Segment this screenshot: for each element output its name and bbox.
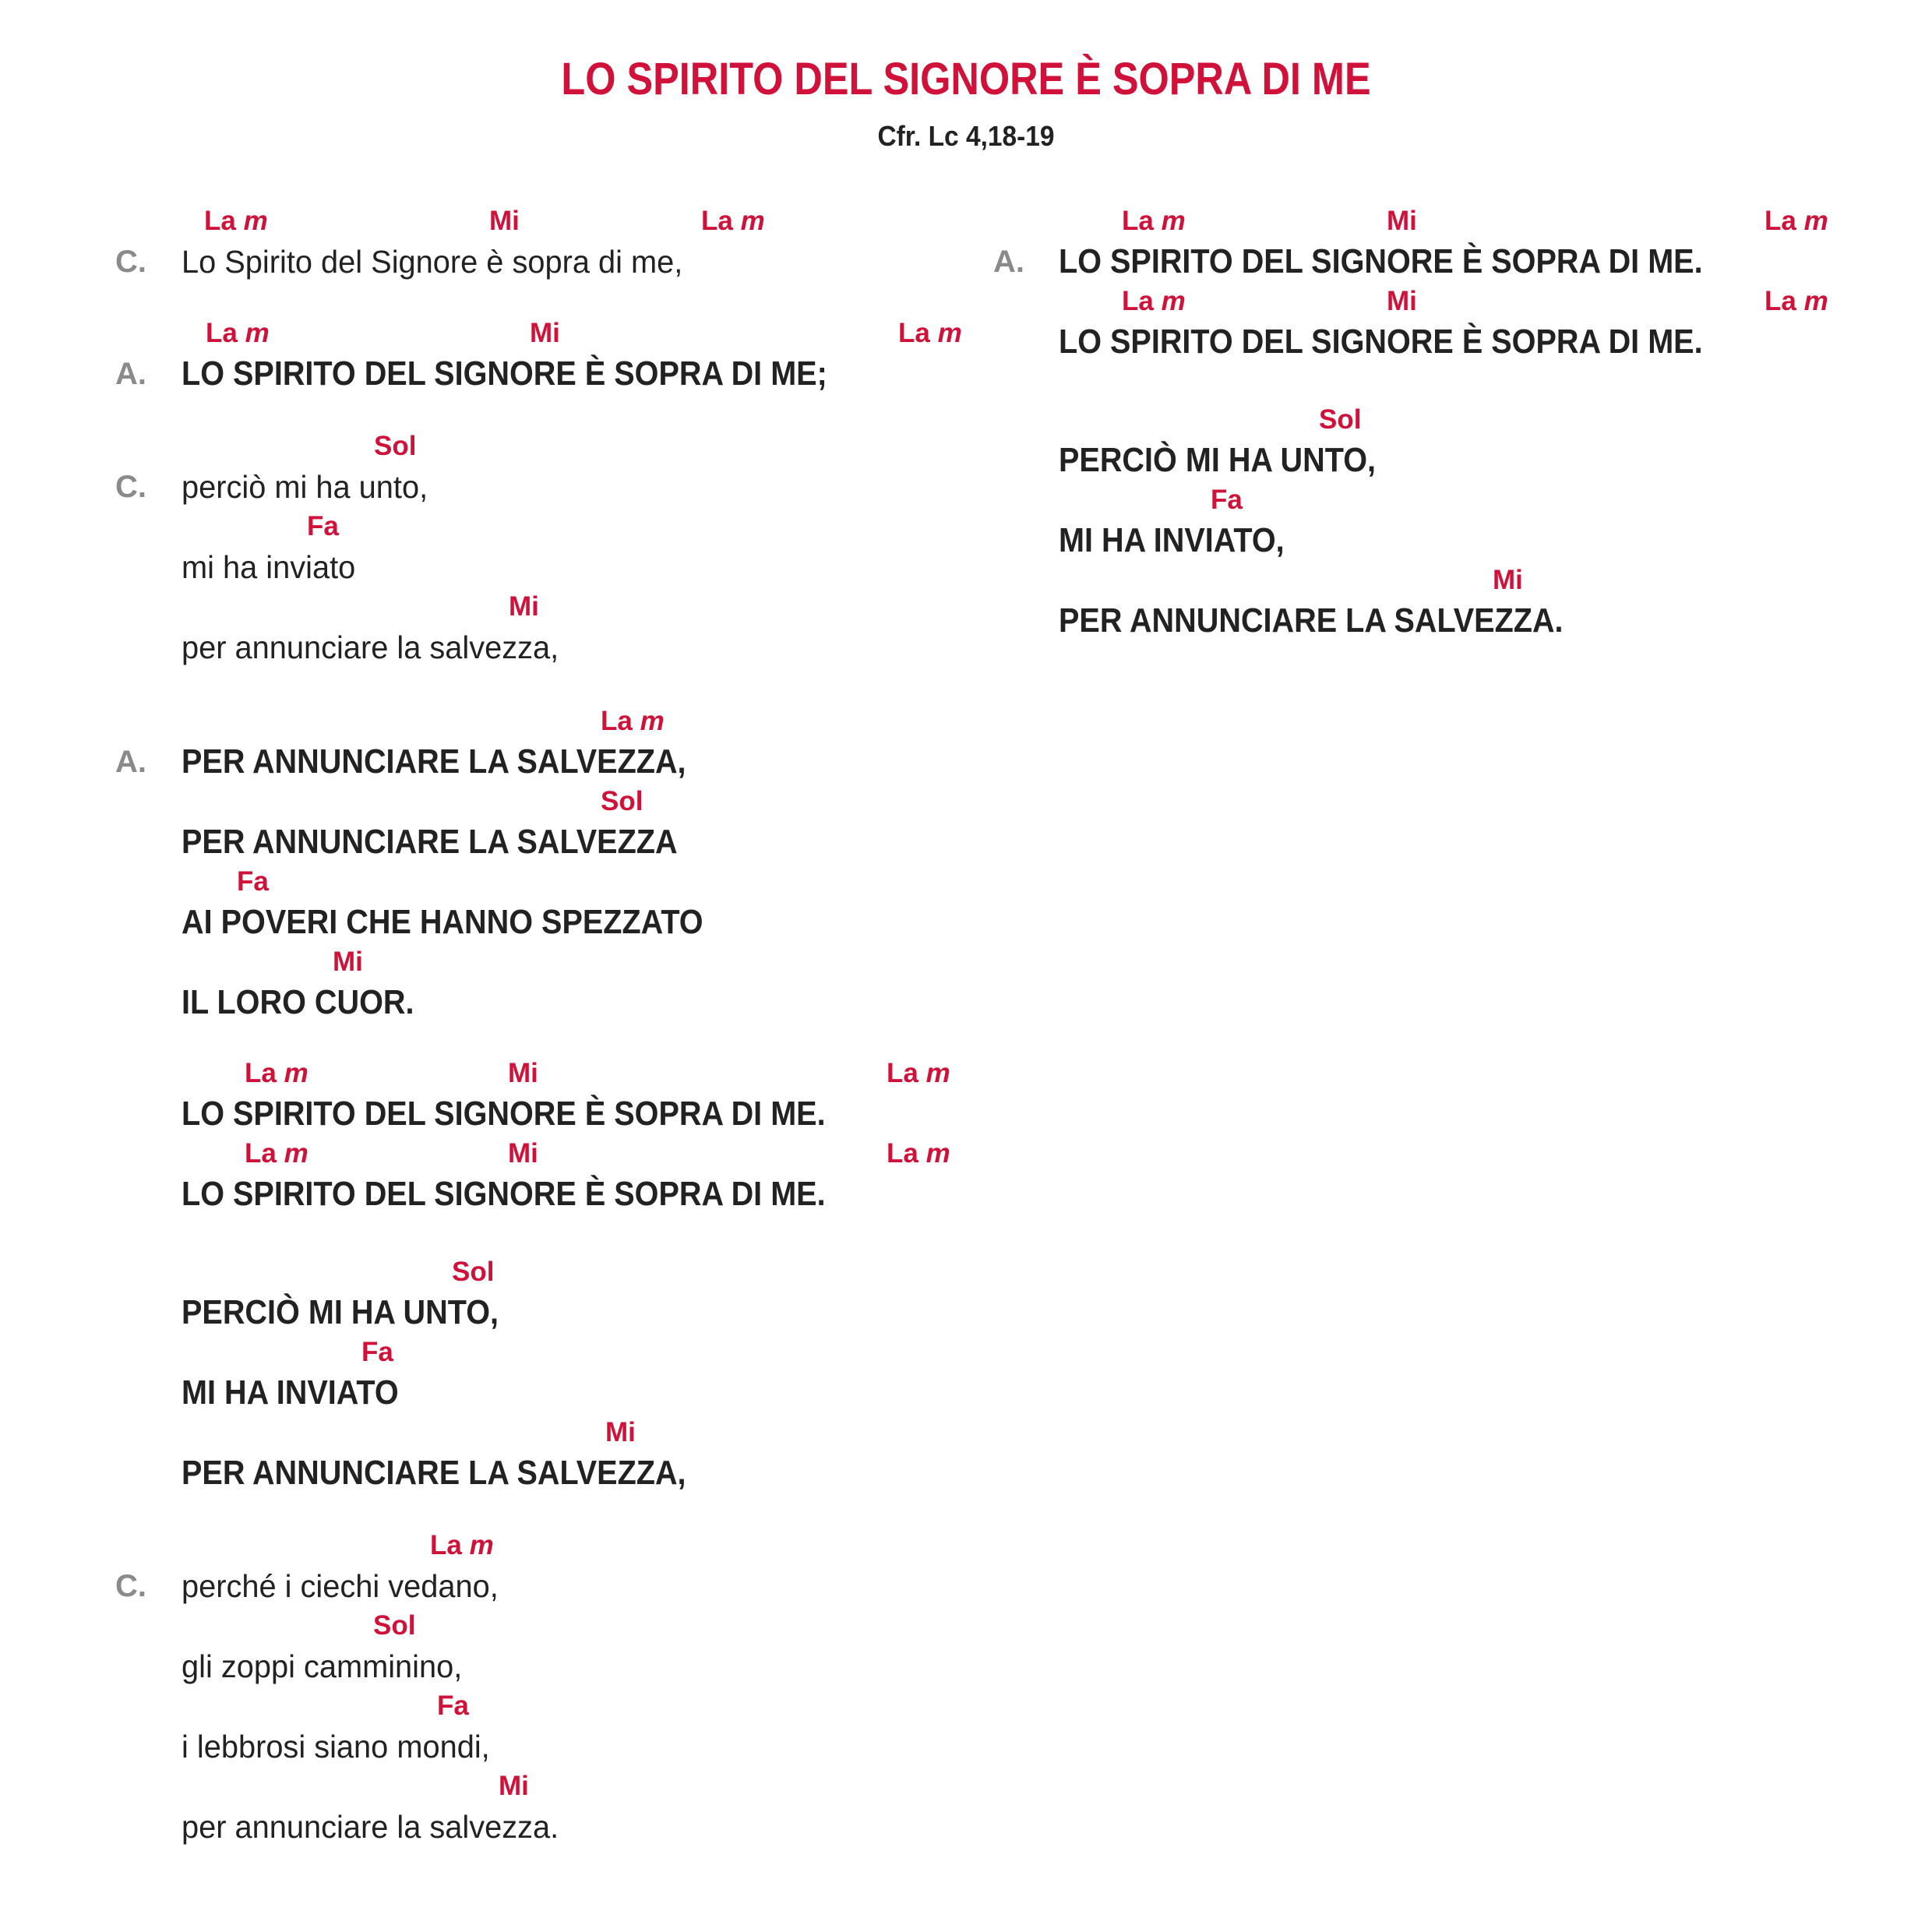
- chord-la-minor: La m: [1122, 206, 1186, 236]
- lyric-line: perciò mi ha unto,: [182, 469, 428, 505]
- assembly-label: A.: [993, 245, 1024, 279]
- chord-row: [0, 483, 1932, 520]
- chord-la-minor: La m: [898, 318, 962, 348]
- chord-sol: Sol: [1319, 404, 1362, 435]
- chord-mi: Mi: [530, 318, 560, 348]
- chord-mi: Mi: [489, 206, 520, 236]
- song-line: [0, 483, 1932, 569]
- chord-la-minor: La m: [430, 1530, 494, 1560]
- chord-sol: Sol: [374, 431, 417, 461]
- lyric-line: mi ha inviato: [182, 549, 356, 585]
- lyric-line: per annunciare la salvezza,: [182, 629, 559, 665]
- song-title: LO SPIRITO DEL SIGNORE È SOPRA DI ME: [561, 54, 1371, 104]
- chord-sol: Sol: [373, 1610, 416, 1641]
- lyric-line: gli zoppi camminino,: [182, 1648, 463, 1684]
- chord-mi: Mi: [1493, 565, 1523, 595]
- lyric-line: LO SPIRITO DEL SIGNORE È SOPRA DI ME;: [182, 354, 827, 393]
- chord-la-minor: La m: [601, 706, 665, 736]
- lyric-line: PER ANNUNCIARE LA SALVEZZA: [182, 823, 678, 861]
- lyric-line: LO SPIRITO DEL SIGNORE È SOPRA DI ME.: [1059, 323, 1703, 361]
- chord-row: [0, 284, 1932, 322]
- lyric-line: perché i ciechi vedano,: [182, 1568, 499, 1604]
- chord-fa: Fa: [237, 866, 269, 897]
- lyric-line: LO SPIRITO DEL SIGNORE È SOPRA DI ME.: [182, 1095, 826, 1133]
- chord-mi: Mi: [499, 1771, 529, 1801]
- chord-fa: Fa: [437, 1690, 469, 1721]
- lyric-line: IL LORO CUOR.: [182, 983, 414, 1021]
- chord-la-minor: La m: [1765, 206, 1828, 236]
- song-line: [0, 403, 1932, 488]
- assembly-label: A.: [115, 745, 146, 779]
- scripture-reference: Cfr. Lc 4,18-19: [877, 120, 1055, 152]
- chord-mi: Mi: [508, 1058, 538, 1088]
- lyric-line: LO SPIRITO DEL SIGNORE È SOPRA DI ME.: [182, 1175, 826, 1213]
- chord-row: [0, 563, 1932, 601]
- chord-la-minor: La m: [701, 206, 765, 236]
- chord-mi: Mi: [333, 947, 363, 977]
- lyric-line: per annunciare la salvezza.: [182, 1809, 559, 1845]
- assembly-label: A.: [115, 357, 146, 391]
- chord-la-minor: La m: [1122, 286, 1186, 316]
- song-line: [0, 204, 1932, 290]
- chord-la-minor: La m: [245, 1138, 308, 1169]
- lyric-line: PERCIÒ MI HA UNTO,: [1059, 441, 1377, 479]
- lyric-line: MI HA INVIATO,: [1059, 521, 1285, 559]
- chord-sol: Sol: [452, 1257, 495, 1287]
- chord-mi: Mi: [1387, 206, 1417, 236]
- song-line: [0, 284, 1932, 370]
- lyric-line: PER ANNUNCIARE LA SALVEZZA,: [182, 1454, 686, 1492]
- lyric-line: PERCIÒ MI HA UNTO,: [182, 1293, 499, 1331]
- chord-la-minor: La m: [887, 1138, 950, 1169]
- chord-row: [0, 403, 1932, 440]
- chord-la-minor: La m: [245, 1058, 308, 1088]
- chord-fa: Fa: [307, 511, 339, 541]
- chord-la-minor: La m: [887, 1058, 950, 1088]
- chord-fa: Fa: [1211, 485, 1243, 515]
- lyric-line: PER ANNUNCIARE LA SALVEZZA,: [182, 742, 686, 781]
- lyric-line: MI HA INVIATO: [182, 1373, 399, 1412]
- chord-row: [0, 204, 1932, 242]
- song-line: [0, 563, 1932, 649]
- lyric-line: i lebbrosi siano mondi,: [182, 1729, 490, 1765]
- cantor-label: C.: [115, 1569, 146, 1603]
- cantor-label: C.: [115, 470, 146, 504]
- chord-mi: Mi: [508, 1138, 538, 1169]
- chord-la-minor: La m: [204, 206, 268, 236]
- chord-sol: Sol: [601, 786, 643, 816]
- chord-fa: Fa: [361, 1337, 393, 1367]
- chord-mi: Mi: [509, 591, 539, 622]
- lyric-line: PER ANNUNCIARE LA SALVEZZA.: [1059, 601, 1564, 640]
- chord-mi: Mi: [605, 1417, 636, 1447]
- chord-mi: Mi: [1387, 286, 1417, 316]
- chord-la-minor: La m: [206, 318, 270, 348]
- song-header: [0, 48, 1932, 156]
- chord-la-minor: La m: [1765, 286, 1828, 316]
- lyric-line: LO SPIRITO DEL SIGNORE È SOPRA DI ME.: [1059, 242, 1703, 280]
- lyric-line: Lo Spirito del Signore è sopra di me,: [182, 244, 683, 280]
- cantor-label: C.: [115, 245, 146, 279]
- lyric-line: AI POVERI CHE HANNO SPEZZATO: [182, 903, 703, 941]
